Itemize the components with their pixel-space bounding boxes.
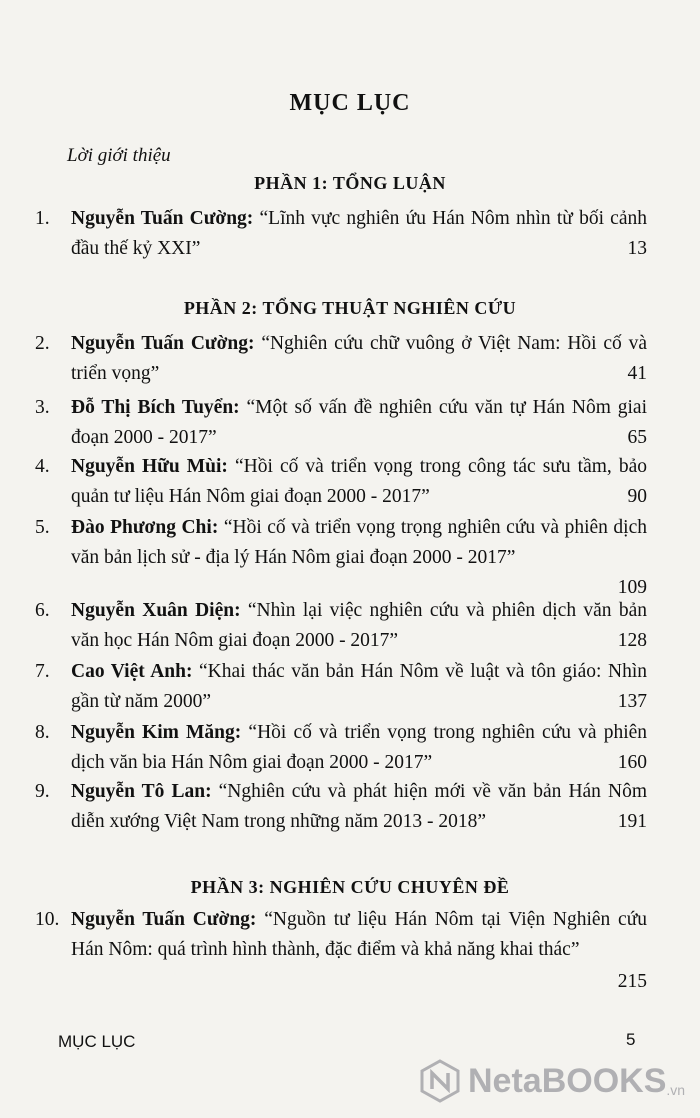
watermark-suffix: .vn [666, 1082, 686, 1098]
running-footer: MỤC LỤC [58, 1032, 136, 1051]
entry-page: 109 [617, 577, 647, 598]
toc-entry-8 [35, 718, 647, 778]
toc-entry-6 [35, 596, 647, 656]
entry-number: 7. [35, 661, 50, 682]
entry-number: 6. [35, 600, 50, 621]
entry-number: 2. [35, 333, 50, 354]
toc-entry-10 [35, 905, 648, 992]
entry-page: 137 [617, 691, 647, 712]
entry-title: “Hồi cố và triển vọng trong nghiên cứu và phiên dịch văn bia Hán Nôm giai đoạn 2000 - 2017” [71, 722, 648, 773]
part-1-heading: PHẦN 1: TỔNG LUẬN [254, 173, 446, 193]
entry-author: Nguyễn Tuấn Cường: [71, 333, 255, 354]
part-3-heading: PHẦN 3: NGHIÊN CỨU CHUYÊN ĐỀ [190, 877, 510, 897]
netabooks-logo-icon [418, 1059, 462, 1103]
entry-title: “Hồi cố và triển vọng trọng nghiên cứu và phiên dịch văn bản lịch sử - địa lý Hán Nôm giai đoạn 2000 - 2017” [71, 517, 647, 568]
entry-title: “Nghiên cứu chữ vuông ở Việt Nam: Hồi cố và triển vọng” [71, 333, 647, 384]
entry-page: 128 [617, 630, 647, 651]
netabooks-watermark [418, 1055, 690, 1107]
entry-number: 1. [35, 208, 50, 229]
entry-number: 3. [35, 397, 50, 418]
entry-author: Đỗ Thị Bích Tuyển: [71, 397, 240, 418]
entry-author: Cao Việt Anh: [71, 661, 193, 682]
watermark-text: NetaBOOKS [468, 1061, 667, 1100]
entry-title: “Hồi cố và triển vọng trong công tác sưu tầm, bảo quản tư liệu Hán Nôm giai đoạn 2000 - 2017” [71, 456, 647, 507]
entry-title: “Nhìn lại việc nghiên cứu và phiên dịch văn bản văn học Hán Nôm giai đoạn 2000 - 2017” [71, 600, 648, 651]
entry-page: 90 [627, 486, 647, 507]
intro-link: Lời giới thiệu [67, 145, 171, 166]
toc-entry-3 [35, 393, 647, 453]
entry-author: Nguyễn Tô Lan: [71, 781, 212, 802]
entry-page: 215 [617, 971, 647, 992]
entry-title: “Lĩnh vực nghiên ứu Hán Nôm nhìn từ bối cảnh đầu thế kỷ XXI” [71, 208, 647, 259]
toc-entry-1 [35, 204, 647, 264]
entry-page: 13 [627, 238, 647, 259]
entry-author: Đào Phương Chi: [71, 517, 219, 538]
entry-author: Nguyễn Kim Măng: [71, 722, 242, 743]
part-2-heading: PHẦN 2: TỔNG THUẬT NGHIÊN CỨU [183, 298, 517, 318]
entry-page: 191 [617, 811, 647, 832]
page-title: MỤC LỤC [289, 90, 411, 116]
entry-number: 8. [35, 722, 50, 743]
entry-page: 41 [627, 363, 647, 384]
entry-number: 5. [35, 517, 50, 538]
toc-entry-4 [35, 452, 647, 512]
entry-number: 9. [35, 781, 50, 802]
entry-author: Nguyễn Tuấn Cường: [71, 909, 257, 930]
toc-entry-5 [35, 513, 647, 598]
entry-number: 10. [35, 909, 60, 930]
entry-title: “Khai thác văn bản Hán Nôm về luật và tôn giáo: Nhìn gần từ năm 2000” [71, 661, 647, 712]
toc-entry-9 [35, 777, 647, 837]
page-number: 5 [626, 1030, 636, 1049]
entry-author: Nguyễn Hữu Mùi: [71, 456, 228, 477]
entry-author: Nguyễn Tuấn Cường: [71, 208, 254, 229]
entry-title: “Nguồn tư liệu Hán Nôm tại Viện Nghiên cứu Hán Nôm: quá trình hình thành, đặc điểm và khả năng khai thác” [71, 909, 648, 960]
entry-page: 160 [617, 752, 647, 773]
entry-page: 65 [627, 427, 647, 448]
entry-author: Nguyễn Xuân Diện: [71, 600, 241, 621]
entry-title: “Một số vấn đề nghiên cứu văn tự Hán Nôm giai đoạn 2000 - 2017” [71, 397, 647, 448]
entry-number: 4. [35, 456, 50, 477]
toc-entry-7 [35, 657, 647, 717]
toc-entry-2 [35, 329, 647, 389]
entry-title: “Nghiên cứu và phát hiện mới về văn bản Hán Nôm diễn xướng Việt Nam trong những năm 2013 - 2018” [71, 781, 647, 832]
